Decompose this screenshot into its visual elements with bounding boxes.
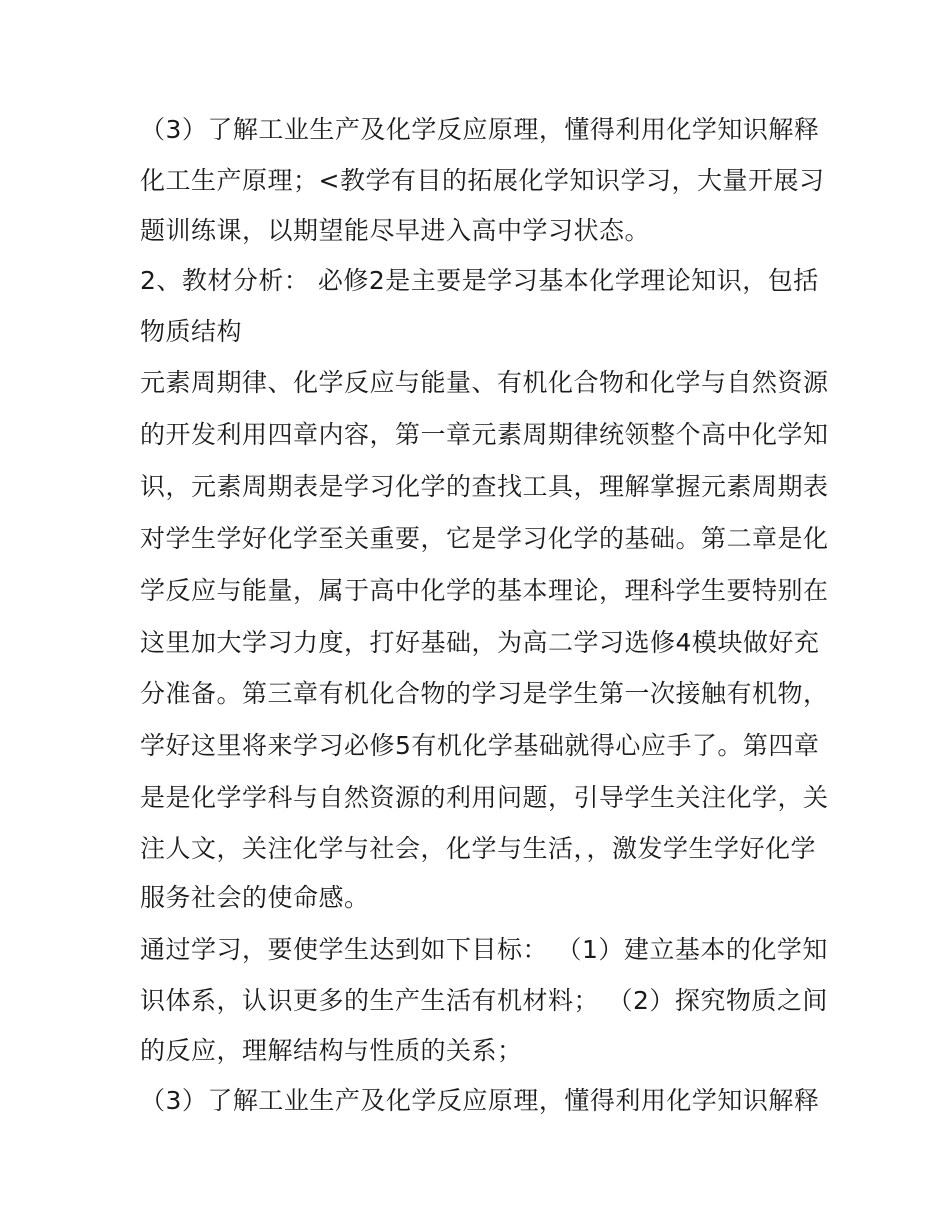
text-line: 分准备。第三章有机化合物的学习是学生第一次接触有机物， [140, 679, 829, 708]
text-line: 通过学习，要使学生达到如下目标： （1）建立基本的化学知 [140, 935, 828, 964]
text-line: 注人文，关注化学与社会，化学与生活，，激发学生学好化学 [140, 834, 817, 863]
text-line: 2、教材分析： 必修2是主要是学习基本化学理论知识，包括 [140, 266, 819, 295]
text-line: （3）了解工业生产及化学反应原理，懂得利用化学知识解释 [140, 1086, 820, 1115]
text-line: 学好这里将来学习必修5有机化学基础就得心应手了。第四章 [140, 731, 820, 760]
text-line: 的开发利用四章内容，第一章元素周期律统领整个高中化学知 [140, 420, 829, 449]
text-line: 是是化学学科与自然资源的利用问题，引导学生关注化学，关 [140, 783, 829, 812]
text-line: 识，元素周期表是学习化学的查找工具，理解掌握元素周期表 [140, 472, 829, 501]
text-line: 元素周期律、化学反应与能量、有机化合物和化学与自然资源 [140, 368, 829, 397]
text-line: （3）了解工业生产及化学反应原理，懂得利用化学知识解释 [140, 115, 820, 144]
text-line: 服务社会的使命感。 [140, 883, 370, 912]
text-line: 对学生学好化学至关重要，它是学习化学的基础。第二章是化 [140, 524, 829, 553]
text-line: 这里加大学习力度，打好基础，为高二学习选修4模块做好充 [140, 628, 820, 657]
text-line: 题训练课，以期望能尽早进入高中学习状态。 [140, 216, 651, 245]
text-line: 的反应，理解结构与性质的关系； [140, 1036, 523, 1065]
text-line: 物质结构 [140, 317, 243, 346]
text-line: 化工生产原理；<教学有目的拓展化学知识学习，大量开展习 [140, 166, 825, 195]
text-line: 学反应与能量，属于高中化学的基本理论，理科学生要特别在 [140, 576, 829, 605]
text-line: 识体系，认识更多的生产生活有机材料； （2）探究物质之间 [140, 986, 828, 1015]
